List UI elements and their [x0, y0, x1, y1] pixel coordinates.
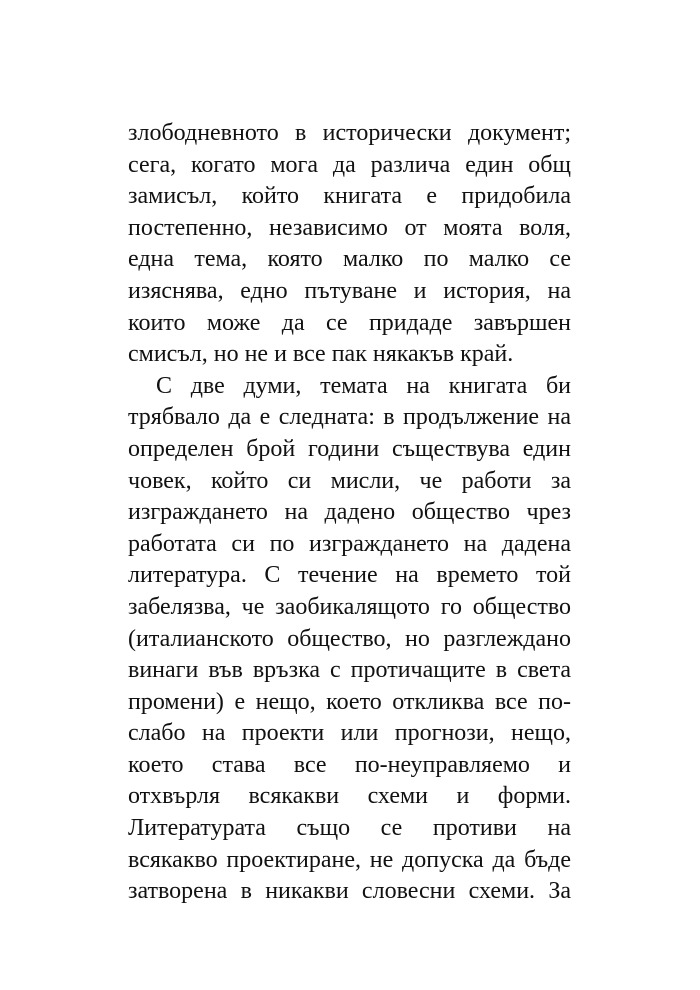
- text-line: (италианското общество, но разглеждано: [128, 625, 571, 652]
- text-line: което става все по-неуправляемо и: [128, 751, 571, 778]
- body-text: [128, 118, 571, 908]
- text-line: сега, когато мога да различа един общ: [128, 151, 571, 178]
- text-line: слабо на проекти или прогнози, нещо,: [128, 720, 571, 747]
- text-line: всякакво проектиране, не допуска да бъде: [128, 846, 571, 873]
- text-line: винаги във връзка с протичащите в света: [128, 657, 571, 684]
- text-line: изграждането на дадено общество чрез: [128, 499, 571, 526]
- text-line: определен брой години съществува един: [128, 435, 571, 462]
- text-line: отхвърля всякакви схеми и форми.: [128, 783, 571, 810]
- text-line: които може да се придаде завършен: [128, 309, 571, 336]
- text-line: злободневното в исторически документ;: [128, 120, 571, 146]
- text-line: замисъл, който книгата е придобила: [128, 183, 571, 210]
- text-line: човек, който си мисли, че работи за: [128, 467, 571, 494]
- text-line: трябвало да е следната: в продължение на: [128, 404, 571, 431]
- text-line: изяснява, едно пътуване и история, на: [128, 277, 571, 304]
- text-line: С две думи, темата на книгата би: [156, 372, 571, 399]
- text-line: една тема, която малко по малко се: [128, 246, 571, 273]
- text-line: Литературата също се противи на: [128, 815, 571, 842]
- text-line: постепенно, независимо от моята воля,: [128, 214, 571, 241]
- text-line: затворена в никакви словесни схеми. За: [128, 878, 571, 905]
- text-line: промени) е нещо, което откликва все по-: [128, 688, 571, 715]
- text-line: работата си по изграждането на дадена: [128, 530, 571, 557]
- text-line: забелязва, че заобикалящото го общество: [128, 593, 571, 620]
- text-line: литература. С течение на времето той: [128, 562, 571, 589]
- text-line: смисъл, но не и все пак някакъв край.: [128, 341, 514, 368]
